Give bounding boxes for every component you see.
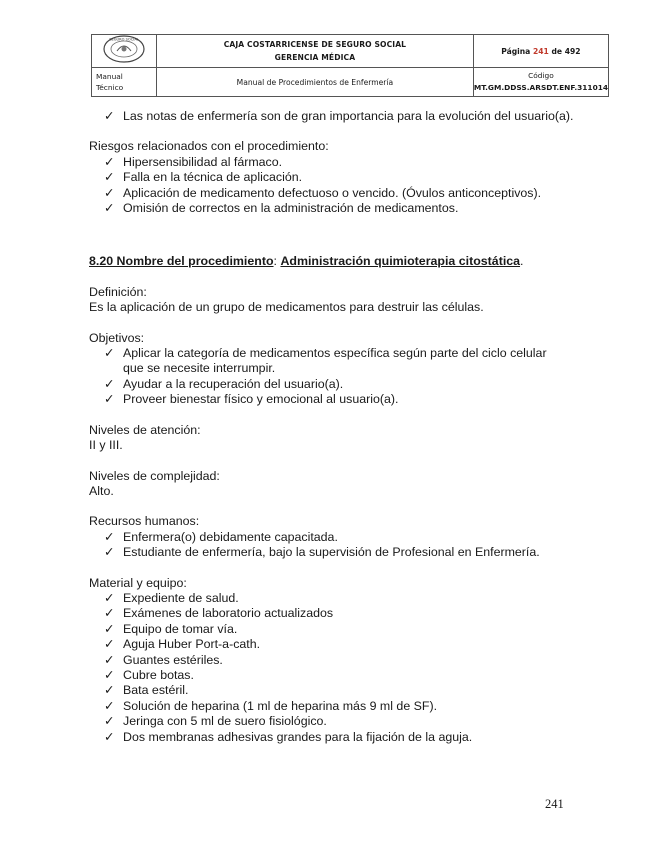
human-resource-item-text: Enfermera(o) debidamente capacitada. [123,529,338,544]
check-mark-icon: ✓ [104,154,115,169]
risk-item [89,155,589,170]
intro-bullet-text: Las notas de enfermería son de gran importancia para la evolución del usuario(a). [123,109,574,123]
check-mark-icon: ✓ [104,637,115,652]
material-item [89,699,589,714]
division-name: GERENCIA MÉDICA [274,53,356,62]
definition-text: Es la aplicación de un grupo de medicamentos para destruir las células. [89,300,484,315]
objective-item [89,392,569,407]
check-mark-icon: ✓ [104,392,115,407]
material-item-text: Exámenes de laboratorio actualizados [123,606,334,621]
manual-title: Manual de Procedimientos de Enfermería [157,68,474,97]
attention-levels-heading: Niveles de atención: [89,422,201,437]
page-body [89,109,589,745]
material-item-text: Guantes estériles. [123,652,223,667]
material-item-text: Jeringa con 5 ml de suero fisiológico. [123,714,327,729]
material-item [89,730,589,745]
material-item [89,668,589,683]
risk-item-text: Omisión de correctos en la administración de medicamentos. [123,201,459,216]
material-item [89,622,589,637]
intro-bullet [89,109,589,124]
ccss-seal-logo [102,35,146,63]
objective-item-text: Aplicar la categoría de medicamentos específica según parte del ciclo celular que se necesite interrumpir. [123,346,547,376]
check-mark-icon: ✓ [104,606,115,621]
organization-name: CAJA COSTARRICENSE DE SEGURO SOCIAL [223,40,407,49]
attention-levels-text: II y III. [89,438,123,453]
risks-heading: Riesgos relacionados con el procedimiento: [89,139,329,154]
material-item-text: Aguja Huber Port-a-cath. [123,637,261,652]
check-mark-icon: ✓ [104,667,115,682]
human-resources-heading: Recursos humanos: [89,514,200,529]
check-mark-icon: ✓ [104,590,115,605]
footer-page-number: 241 [545,797,564,811]
complexity-heading: Niveles de complejidad: [89,468,220,483]
risk-item [89,201,589,216]
material-item-text: Cubre botas. [123,667,194,682]
document-code: Código MT.GM.DDSS.ARSDT.ENF.311014 [473,68,608,97]
check-mark-icon: ✓ [104,714,115,729]
check-mark-icon: ✓ [104,201,115,216]
material-item-text: Equipo de tomar vía. [123,621,238,636]
page-label: Página [501,46,531,56]
human-resource-item [89,545,589,560]
materials-heading: Material y equipo: [89,575,187,590]
risk-item [89,186,589,201]
check-mark-icon: ✓ [104,621,115,636]
human-resources-list [89,530,589,561]
human-resource-item [89,530,589,545]
logo-cell [92,35,157,68]
page-of: de [551,46,563,56]
objectives-heading: Objetivos: [89,330,145,345]
check-mark-icon: ✓ [104,170,115,185]
check-mark-icon: ✓ [104,346,115,361]
check-mark-icon: ✓ [104,698,115,713]
page-total: 492 [564,46,581,56]
page-indicator [473,35,608,68]
intro-bullet-list [89,109,589,124]
material-item-text: Dos membranas adhesivas grandes para la fijación de la aguja. [123,729,473,744]
objective-item [89,346,569,377]
material-item-text: Bata estéril. [123,683,189,698]
material-item [89,653,589,668]
check-mark-icon: ✓ [104,109,115,123]
document-header [91,34,609,97]
material-item [89,591,589,606]
check-mark-icon: ✓ [104,729,115,744]
risks-list [89,155,589,217]
check-mark-icon: ✓ [104,652,115,667]
objective-item-text: Ayudar a la recuperación del usuario(a). [123,376,344,391]
material-item [89,683,589,698]
objective-item-text: Proveer bienestar físico y emocional al usuario(a). [123,392,399,407]
complexity-text: Alto. [89,483,114,498]
human-resource-item-text: Estudiante de enfermería, bajo la supervisión de Profesional en Enfermería. [123,545,540,560]
check-mark-icon: ✓ [104,185,115,200]
definition-heading: Definición: [89,284,147,299]
material-item [89,714,589,729]
material-item [89,606,589,621]
material-item [89,637,589,652]
risk-item-text: Hipersensibilidad al fármaco. [123,154,283,169]
document-type: Manual Técnico [92,68,157,97]
objectives-list [89,346,569,408]
svg-text:SEGURO SOCIAL: SEGURO SOCIAL [109,37,139,42]
section-title: 8.20 Nombre del procedimiento: Administración quimioterapia citostática. [89,254,524,269]
check-mark-icon: ✓ [104,529,115,544]
check-mark-icon: ✓ [104,545,115,560]
check-mark-icon: ✓ [104,376,115,391]
material-item-text: Solución de heparina (1 ml de heparina más 9 ml de SF). [123,698,438,713]
risk-item [89,170,589,185]
objective-item [89,377,569,392]
risk-item-text: Aplicación de medicamento defectuoso o vencido. (Óvulos anticonceptivos). [123,185,542,200]
organization-cell [157,35,474,68]
risk-item-text: Falla en la técnica de aplicación. [123,170,303,185]
materials-list [89,591,589,745]
check-mark-icon: ✓ [104,683,115,698]
page-current: 241 [532,46,549,56]
material-item-text: Expediente de salud. [123,590,239,605]
